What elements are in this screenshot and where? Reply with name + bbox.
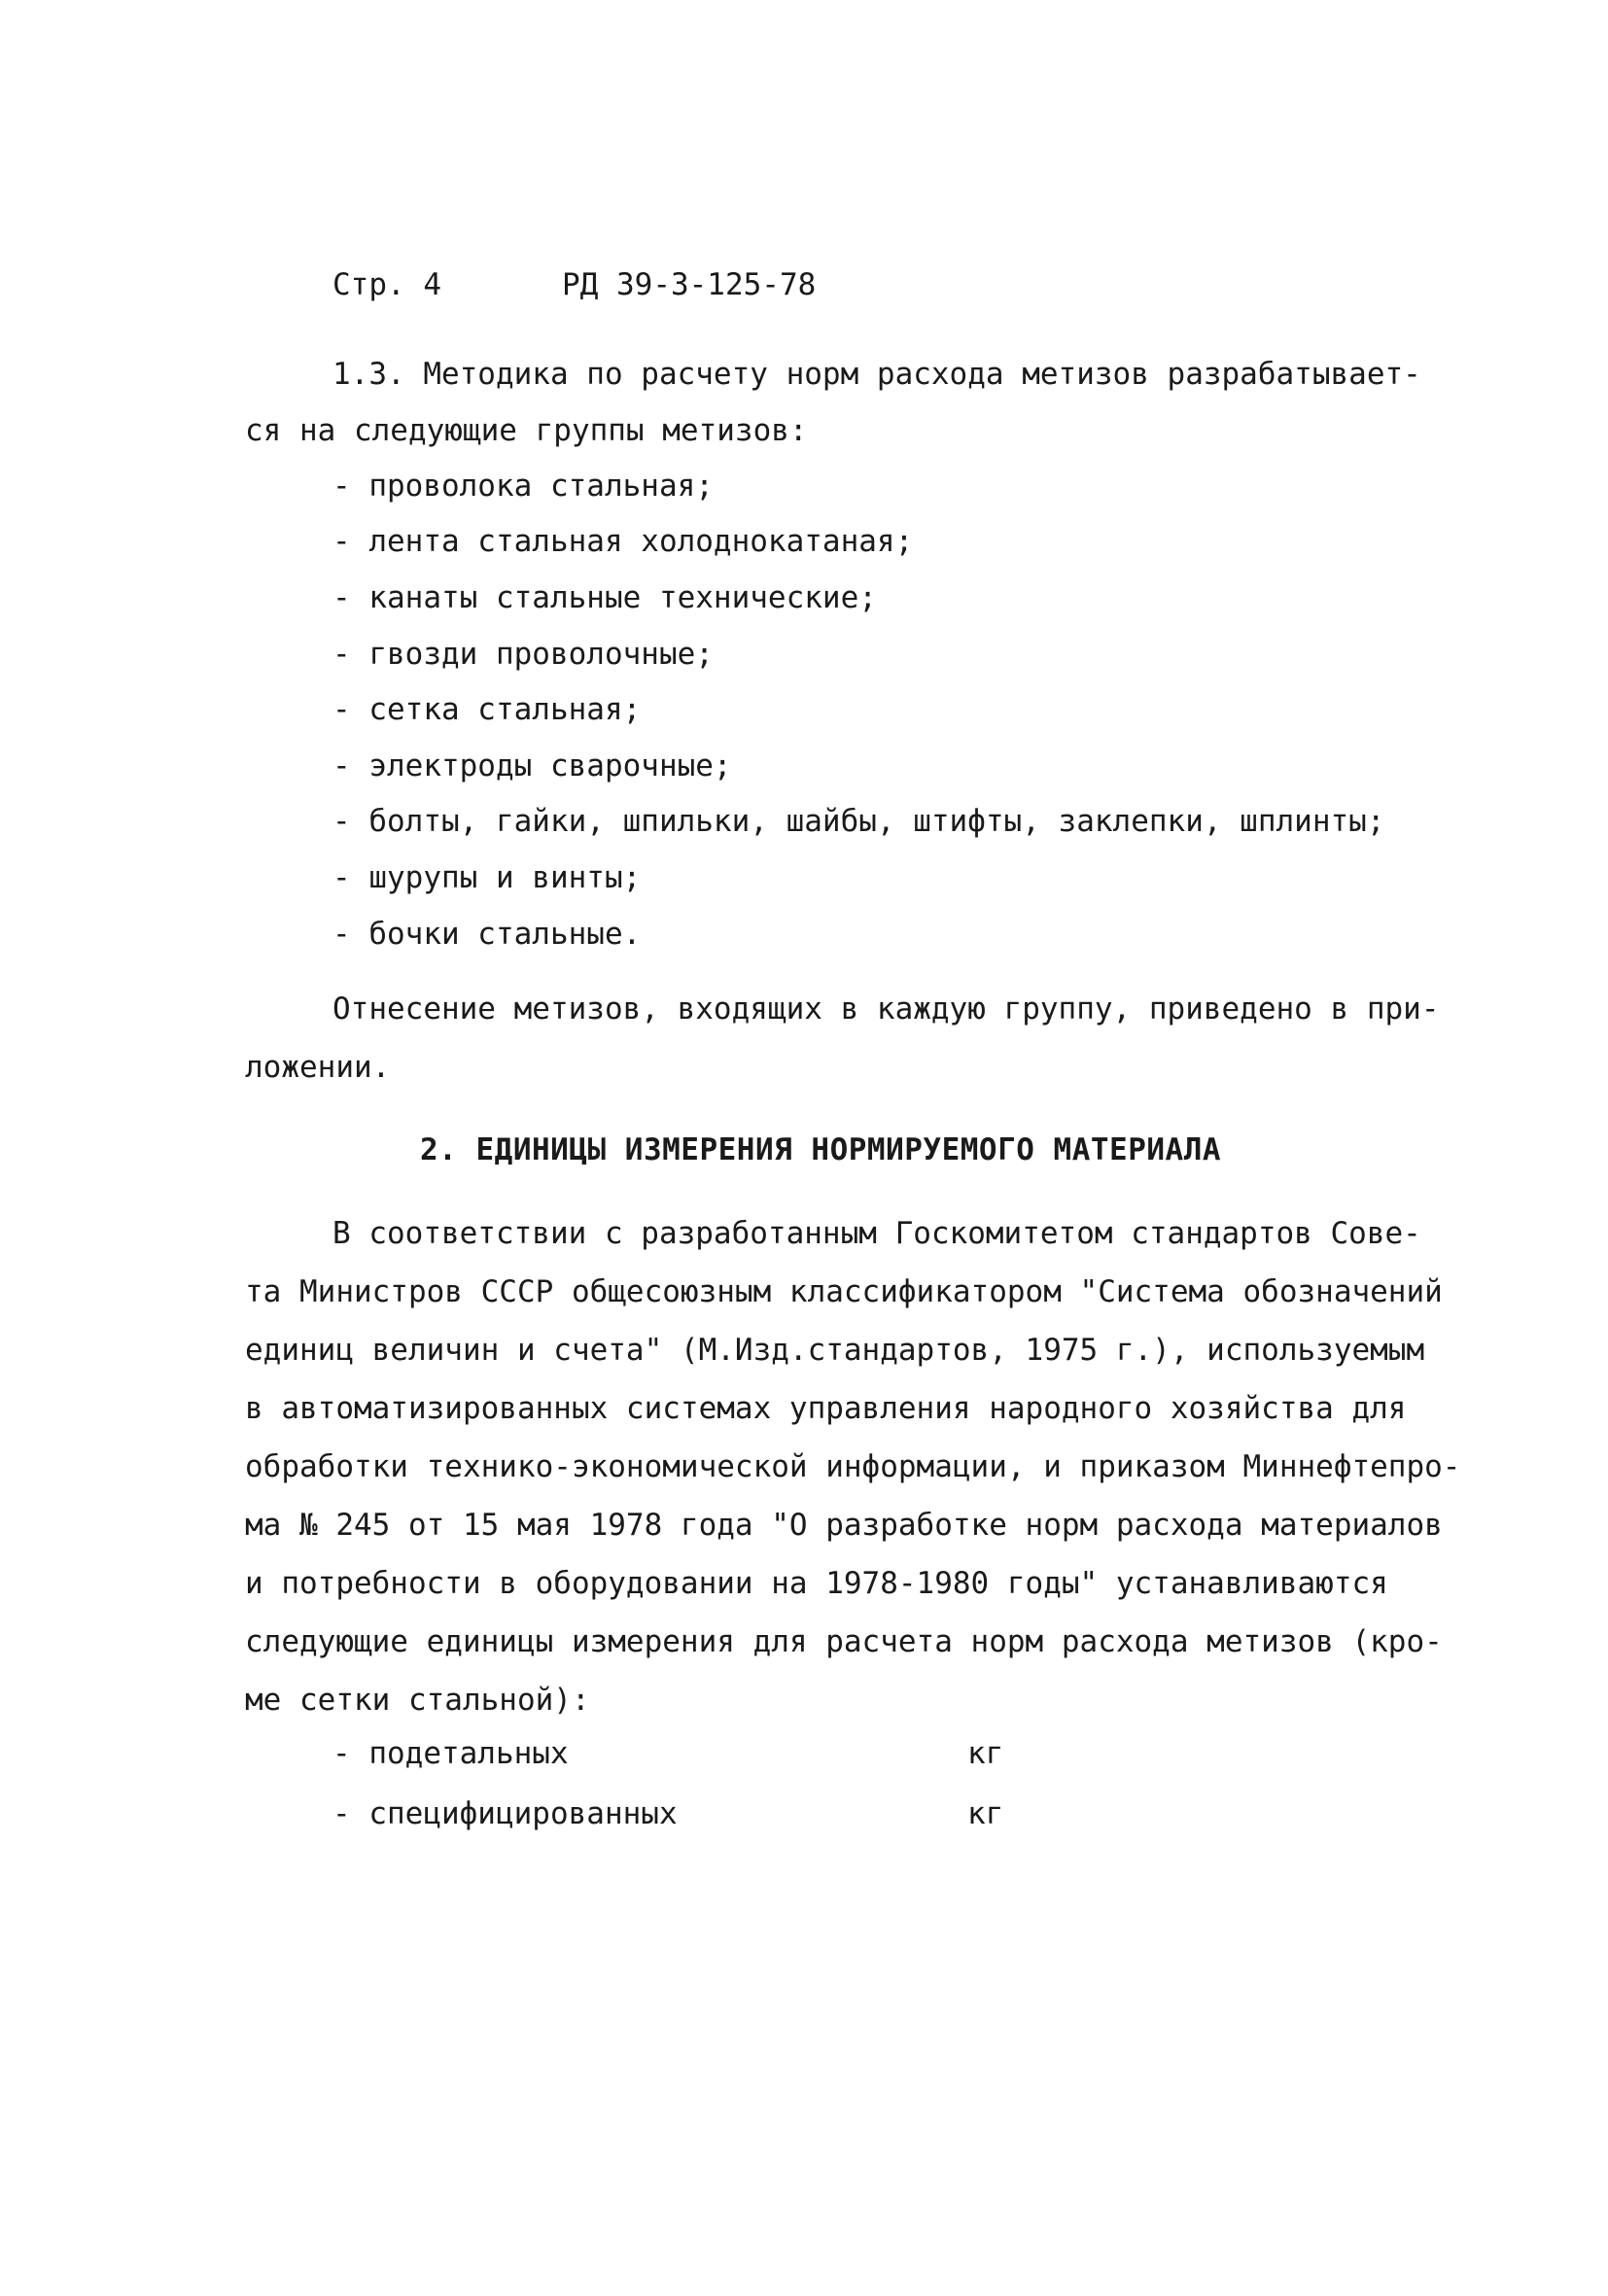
unit-item-name: - специфицированных [332,1796,678,1831]
paragraph-line: ма № 245 от 15 мая 1978 года "О разработке норм расхода материалов [245,1508,1443,1543]
list-item: - электроды сварочные; [332,748,732,783]
list-item: - сетка стальная; [332,692,642,727]
unit-item-value: кг [967,1736,1004,1771]
list-item: - проволока стальная; [332,469,714,504]
paragraph-line: и потребности в оборудовании на 1978-1980 годы" устанавливаются [245,1566,1388,1601]
list-item: - гвозди проволочные; [332,637,714,672]
list-item: - лента стальная холоднокатаная; [332,524,914,559]
list-item: - канаты стальные технические; [332,580,877,615]
document-code: РД 39-3-125-78 [562,267,817,302]
paragraph-line: следующие единицы измерения для расчета норм расхода метизов (кро- [245,1624,1443,1659]
list-item: - шурупы и винты; [332,860,642,895]
section-title: 2. ЕДИНИЦЫ ИЗМЕРЕНИЯ НОРМИРУЕМОГО МАТЕРИАЛА [420,1132,1222,1167]
paragraph-line: единиц величин и счета" (М.Изд.стандартов, 1975 г.), используемым [245,1333,1425,1368]
paragraph-line: 1.3. Методика по расчету норм расхода метизов разрабатывает- [332,357,1421,392]
list-item: - бочки стальные. [332,917,642,952]
paragraph-line: обработки технико-экономической информации, и приказом Миннефтепро- [245,1449,1461,1484]
unit-item-name: - подетальных [332,1736,569,1771]
paragraph-line: та Министров СССР общесоюзным классификатором "Система обозначений [245,1274,1443,1309]
page-number: Стр. 4 [332,267,441,302]
paragraph-line: в автоматизированных системах управления народного хозяйства для [245,1391,1407,1426]
unit-item-value: кг [967,1796,1004,1831]
paragraph-line: В соответствии с разработанным Госкомитетом стандартов Сове- [332,1216,1421,1251]
paragraph-line: ся на следующие группы метизов: [245,413,808,448]
paragraph-line: ме сетки стальной): [245,1683,590,1718]
list-item: - болты, гайки, шпильки, шайбы, штифты, заклепки, шплинты; [332,804,1385,839]
note-line: ложении. [245,1050,391,1085]
note-line: Отнесение метизов, входящих в каждую группу, приведено в при- [332,991,1440,1026]
